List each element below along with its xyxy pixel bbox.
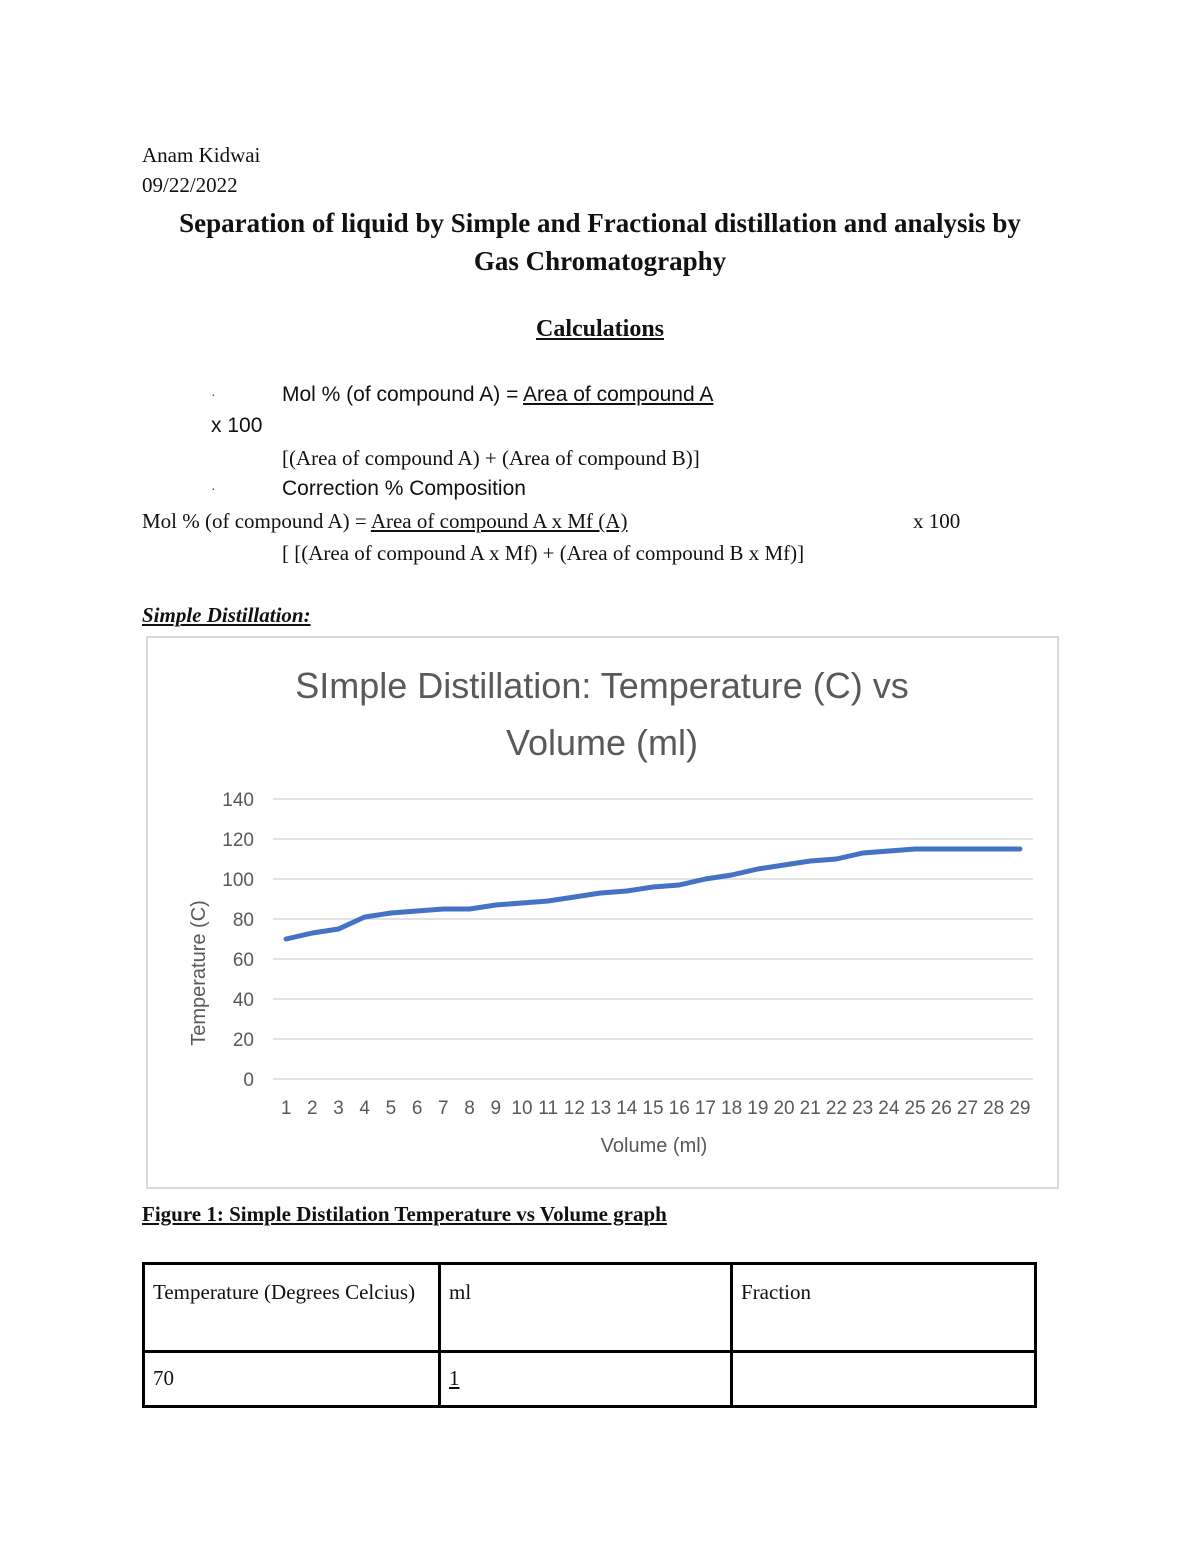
temperature-volume-chart [148,638,1057,1187]
chart-x-tick-label: 28 [983,1098,1005,1119]
chart-x-tick-label: 21 [799,1098,821,1119]
chart-x-tick-label: 1 [280,1098,292,1119]
figure-caption: Figure 1: Simple Distilation Temperature vs Volume graph [142,1202,667,1226]
chart-x-tick-label: 24 [878,1098,900,1119]
table-row [144,1352,1036,1407]
table-header-fraction: Fraction [732,1264,1036,1352]
simple-distillation-heading: Simple Distillation: [142,603,311,627]
chart-x-tick-label: 23 [852,1098,874,1119]
formula-1-numerator: Area of compound A [523,383,714,406]
chart-x-axis-label: Volume (ml) [600,1135,708,1157]
chart-x-tick-label: 19 [747,1098,769,1119]
author-name: Anam Kidwai [142,143,261,167]
formula-2-denominator: [ [(Area of compound A x Mf) + (Area of compound B x Mf)] [282,541,805,565]
formula-2-label: Correction % Composition [282,477,526,500]
chart-x-tick-label: 27 [956,1098,979,1119]
chart-series-line [286,849,1020,939]
chart-x-tick-label: 15 [642,1098,664,1119]
bullet-icon: · [211,389,216,404]
chart-x-tick-label: 9 [490,1098,502,1119]
formula-2-lhs: Mol % (of compound A) = [142,509,371,533]
chart-x-tick-label: 7 [438,1098,449,1119]
chart-x-ticks [281,1098,1031,1119]
chart-x-tick-label: 3 [333,1098,344,1119]
chart-y-tick-label: 120 [222,830,254,851]
table-cell-ml [440,1352,732,1407]
chart-x-tick-label: 17 [694,1098,716,1119]
chart-x-tick-label: 13 [590,1098,612,1119]
table-header-ml: ml [440,1264,732,1352]
formula-1-multiplier: x 100 [211,414,263,437]
chart-gridlines [273,799,1033,1079]
formula-2-numerator: Area of compound A x Mf (A) [370,509,628,533]
chart-x-tick-label: 18 [721,1098,743,1119]
table-cell-fraction [732,1352,1036,1407]
chart-y-tick-label: 140 [222,790,254,811]
formula-1-lhs: Mol % (of compound A) = [282,383,524,406]
chart-y-tick-label: 100 [222,870,254,891]
table-header-temperature: Temperature (Degrees Celcius) [144,1264,440,1352]
chart-x-tick-label: 4 [359,1098,371,1119]
chart-title-line-1: SImple Distillation: Temperature (C) vs [295,665,909,706]
chart-series [286,849,1020,939]
formula-1-denominator: [(Area of compound A) + (Area of compound B)] [282,446,700,470]
chart-y-tick-label: 40 [232,990,254,1011]
report-title-line-2: Gas Chromatography [473,246,727,276]
chart-x-tick-label: 8 [464,1098,475,1119]
formula-2-multiplier: x 100 [913,509,961,533]
report-date: 09/22/2022 [142,173,238,197]
table-cell-temperature: 70 [144,1352,440,1407]
chart-x-tick-label: 20 [773,1098,795,1119]
chart-title-line-2: Volume (ml) [505,722,699,763]
table-header-row [144,1264,1036,1352]
chart-x-tick-label: 16 [668,1098,690,1119]
data-table [142,1262,1037,1408]
bullet-icon: · [211,483,216,498]
chart-x-tick-label: 25 [904,1098,926,1119]
chart-y-tick-label: 20 [232,1030,254,1051]
table-cell-ml-value: 1 [449,1366,460,1390]
chart-x-tick-label: 5 [385,1098,397,1119]
chart-x-tick-label: 26 [930,1098,952,1119]
chart-x-tick-label: 12 [563,1098,585,1119]
chart-y-axis-label: Temperature (C) [188,900,210,1046]
chart-x-tick-label: 6 [411,1098,423,1119]
chart-x-tick-label: 11 [538,1098,559,1119]
chart-x-tick-label: 22 [825,1098,848,1119]
chart-y-ticks [222,790,254,1091]
calculations-heading: Calculations [535,316,664,342]
chart-x-tick-label: 10 [511,1098,533,1119]
chart-x-tick-label: 14 [616,1098,638,1119]
chart-y-tick-label: 80 [232,910,254,931]
report-title [130,204,1070,280]
report-title-line-1: Separation of liquid by Simple and Fractional distillation and analysis by [179,208,1021,238]
formula-2-line [142,509,627,534]
chart-y-tick-label: 60 [232,950,254,971]
chart-x-tick-label: 2 [307,1098,318,1119]
chart-container [146,636,1059,1189]
formula-1-line [282,383,713,407]
chart-y-tick-label: 0 [243,1070,254,1091]
chart-x-tick-label: 29 [1009,1098,1031,1119]
